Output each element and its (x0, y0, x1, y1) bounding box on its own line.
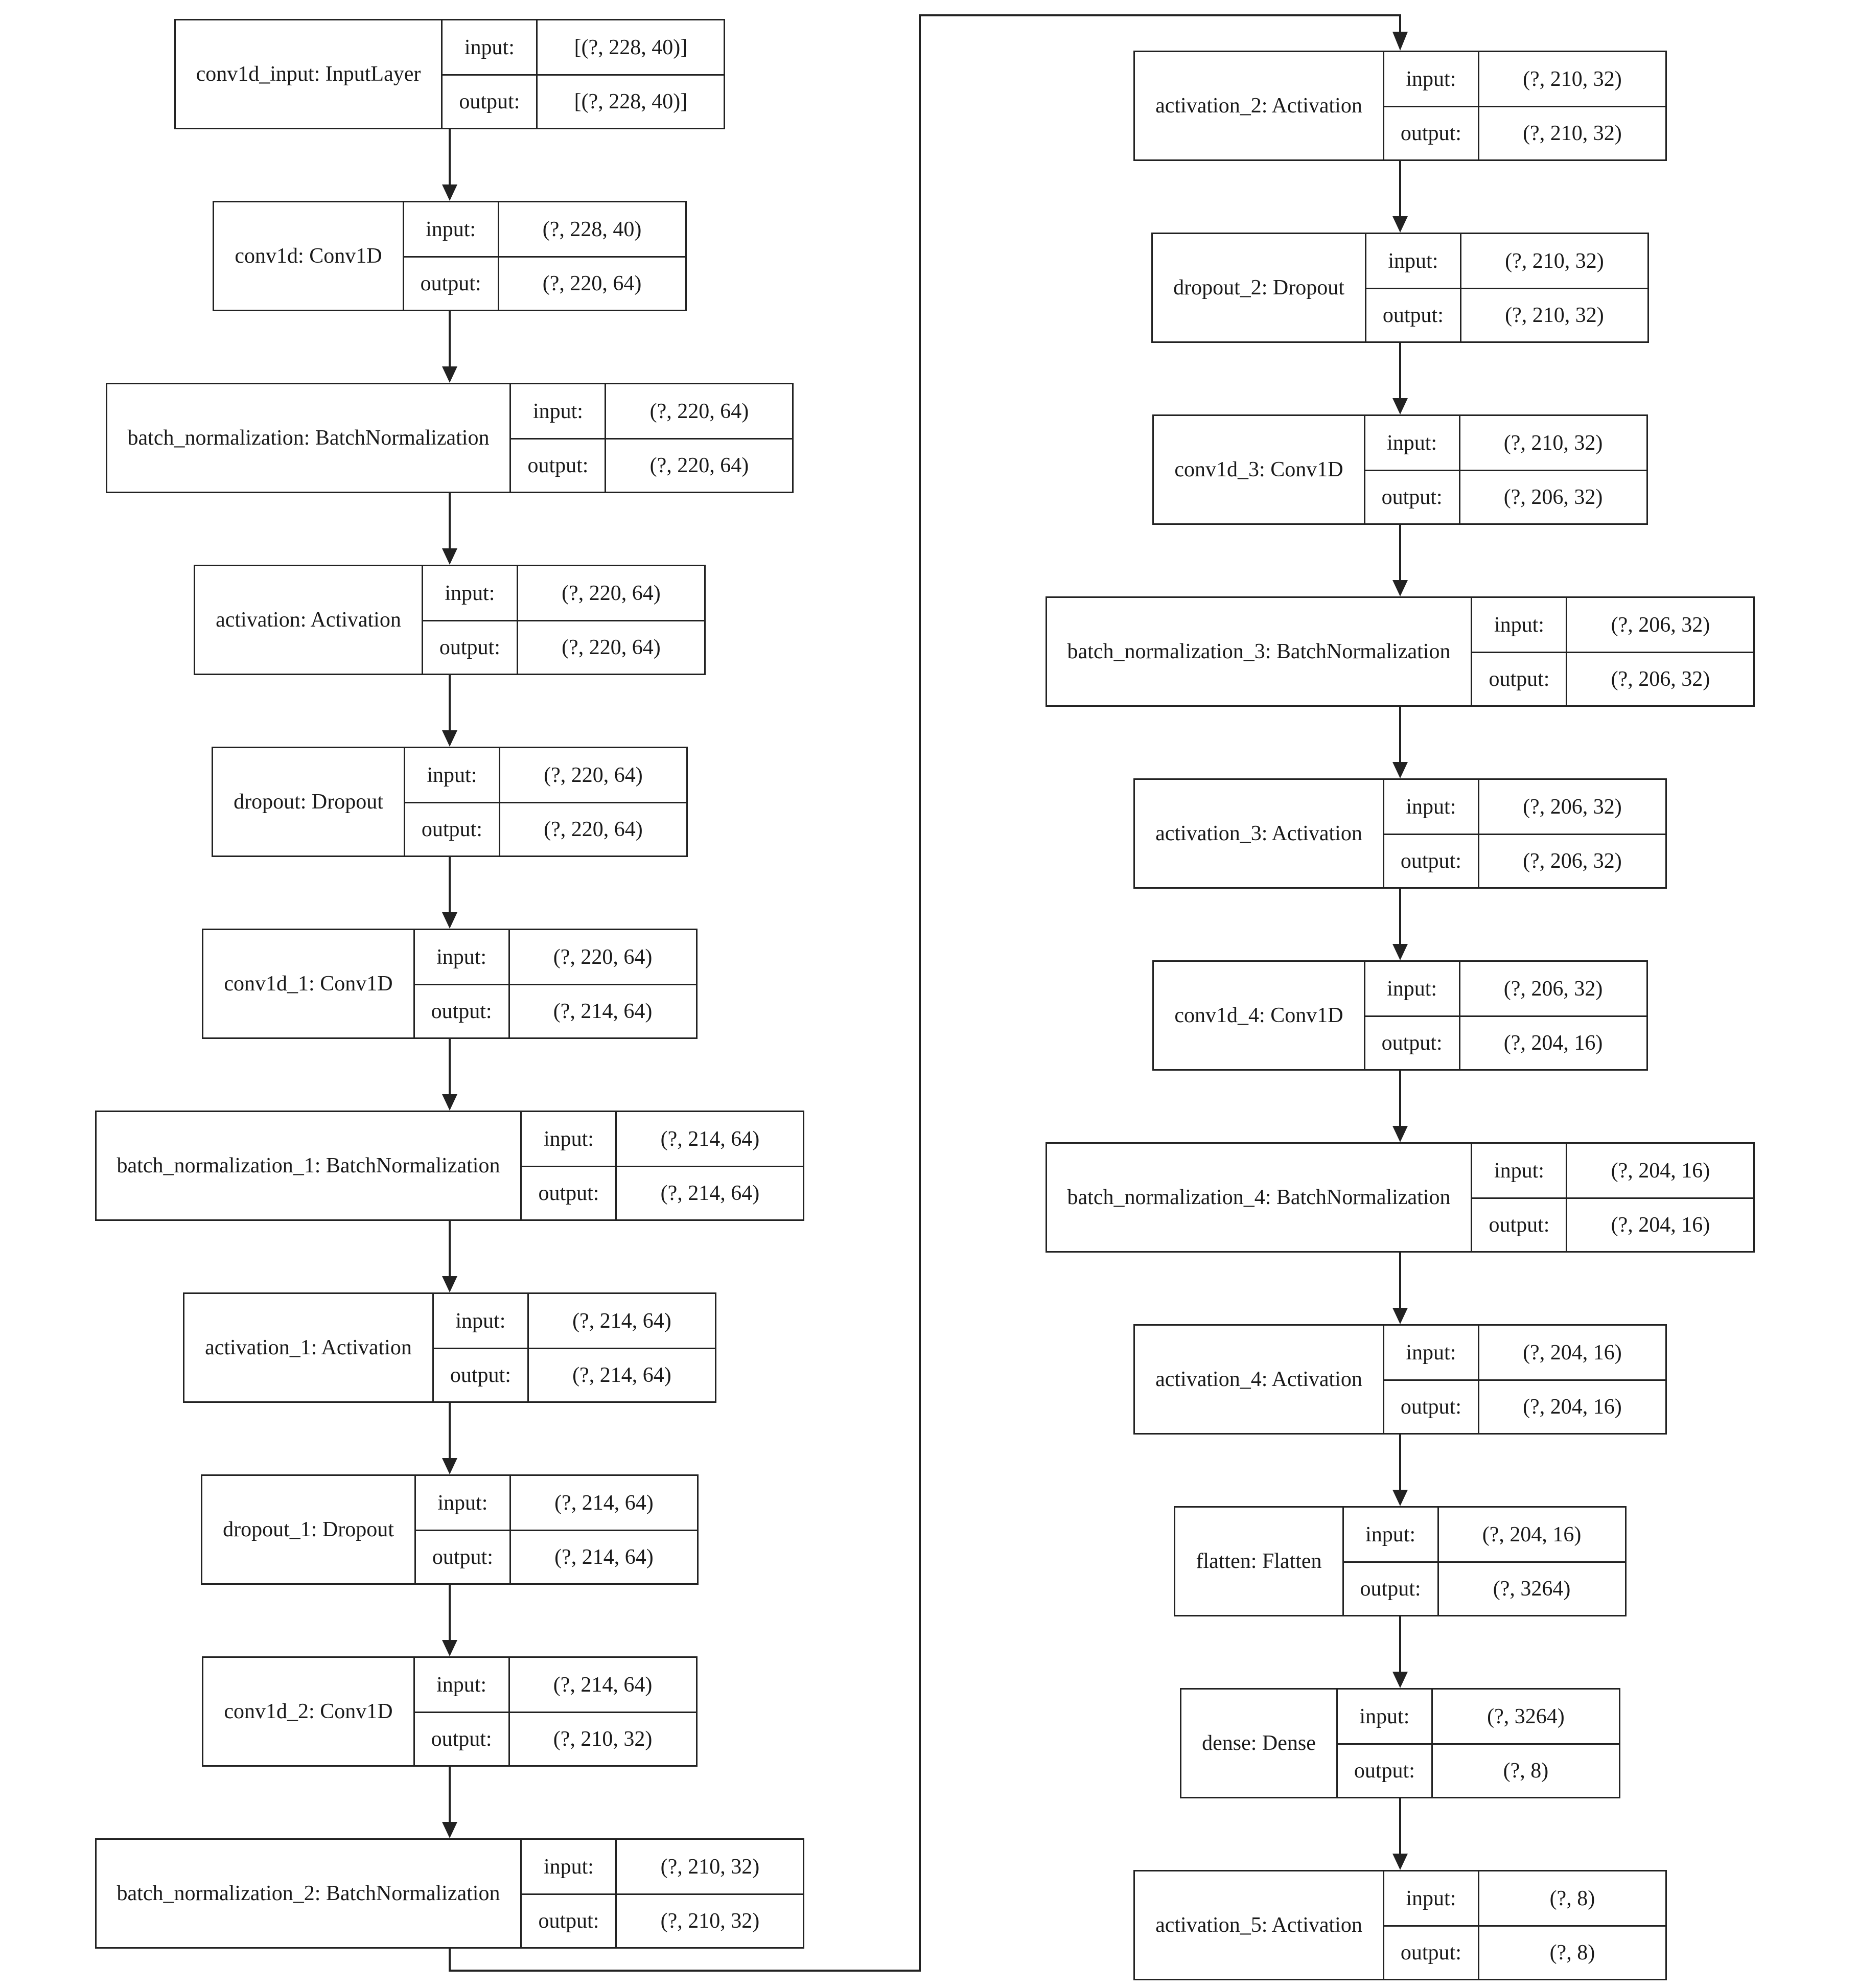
input-label: input: (1359, 1704, 1410, 1728)
layer-name: conv1d_1: Conv1D (224, 972, 393, 996)
layer-node-dense (1180, 1688, 1620, 1798)
edge-line (1399, 1253, 1401, 1308)
edge-arrow (1392, 1435, 1408, 1506)
io-table (441, 20, 724, 128)
layer-name: batch_normalization_2: BatchNormalization (117, 1882, 500, 1905)
output-label: output: (1472, 652, 1566, 705)
input-shape: (?, 206, 32) (1459, 962, 1646, 1015)
layer-node-dropout (212, 747, 688, 857)
layer-name: activation_1: Activation (205, 1336, 412, 1359)
output-shape: (?, 204, 16) (1566, 1197, 1753, 1251)
input-shape: (?, 206, 32) (1566, 598, 1753, 652)
output-shape: (?, 8) (1431, 1743, 1619, 1797)
layer-name: activation_2: Activation (1155, 94, 1362, 118)
io-table (413, 1658, 696, 1765)
input-shape: (?, 204, 16) (1478, 1326, 1665, 1379)
edge-line (1399, 1435, 1401, 1490)
edge-line (449, 1585, 451, 1640)
output-shape: (?, 206, 32) (1478, 834, 1665, 887)
edge-line (449, 675, 451, 730)
output-label: output: (1365, 470, 1459, 523)
edge-arrow (442, 311, 457, 383)
arrowhead-icon (442, 184, 457, 201)
edge-arrow (442, 1767, 457, 1838)
edge-line (1399, 343, 1401, 398)
edge-line (1399, 1071, 1401, 1126)
io-table (1383, 1326, 1665, 1433)
io-table (520, 1112, 803, 1219)
input-label: input: (437, 1491, 488, 1515)
layer-node-conv1d_4 (1152, 960, 1647, 1071)
input-shape: (?, 204, 16) (1437, 1508, 1625, 1561)
output-label: output: (415, 1712, 508, 1765)
input-shape: (?, 214, 64) (508, 1658, 696, 1712)
output-shape: (?, 210, 32) (615, 1893, 803, 1947)
output-label: output: (434, 1348, 527, 1401)
input-label: input: (532, 399, 583, 423)
edge-arrow (1392, 343, 1408, 414)
left-column (20, 19, 879, 1949)
io-table (1364, 416, 1646, 523)
layer-node-activation_1 (183, 1292, 716, 1403)
input-label: input: (1387, 977, 1437, 1001)
layer-name: activation_4: Activation (1155, 1368, 1362, 1391)
layer-node-batch_normalization (106, 383, 794, 493)
output-label: output: (1384, 1925, 1478, 1979)
input-shape: (?, 204, 16) (1566, 1144, 1753, 1197)
input-shape: (?, 206, 32) (1478, 780, 1665, 834)
layer-node-conv1d_input (174, 19, 726, 129)
output-label: output: (1366, 288, 1460, 341)
input-label: input: (436, 945, 487, 969)
output-label: output: (1384, 834, 1478, 887)
layer-node-batch_normalization_4 (1046, 1142, 1755, 1253)
output-label: output: (405, 802, 499, 856)
layer-node-activation (194, 565, 706, 675)
input-shape: [(?, 228, 40)] (536, 20, 724, 74)
layer-node-conv1d_1 (202, 929, 697, 1039)
output-label: output: (415, 984, 508, 1037)
input-shape: (?, 210, 32) (1460, 234, 1647, 288)
io-table (1383, 52, 1665, 159)
edge-line (1399, 707, 1401, 762)
input-label: input: (1406, 67, 1456, 91)
output-label: output: (404, 256, 498, 310)
output-label: output: (1384, 1379, 1478, 1433)
edge-arrow (442, 129, 457, 201)
edge-arrow (1392, 525, 1408, 596)
output-shape: (?, 214, 64) (615, 1166, 803, 1219)
io-table (422, 566, 704, 674)
edge-arrow (442, 1221, 457, 1292)
input-label: input: (1406, 1340, 1456, 1365)
output-shape: (?, 214, 64) (527, 1348, 715, 1401)
arrowhead-icon (1392, 1126, 1408, 1142)
edge-arrow (1392, 1798, 1408, 1870)
layer-node-conv1d (213, 201, 686, 311)
layer-name: batch_normalization: BatchNormalization (127, 426, 490, 450)
edge-arrow (442, 675, 457, 747)
layer-node-activation_2 (1133, 51, 1667, 161)
output-label: output: (416, 1530, 509, 1583)
io-table (403, 202, 685, 310)
arrowhead-icon (442, 1458, 457, 1474)
arrowhead-icon (1392, 762, 1408, 778)
layer-node-batch_normalization_2 (95, 1838, 805, 1949)
layer-name: activation_3: Activation (1155, 822, 1362, 845)
output-shape: (?, 210, 32) (1460, 288, 1647, 341)
input-label: input: (1406, 1886, 1456, 1910)
output-label: output: (1472, 1197, 1566, 1251)
layer-name: batch_normalization_1: BatchNormalization (117, 1154, 500, 1177)
layer-name: dropout_1: Dropout (223, 1518, 394, 1541)
right-column (961, 51, 1840, 1980)
io-table (1342, 1508, 1625, 1615)
io-table (1471, 598, 1753, 705)
output-label: output: (1384, 106, 1478, 159)
io-table (1471, 1144, 1753, 1251)
layer-name: conv1d_3: Conv1D (1174, 458, 1343, 481)
edge-arrow (1392, 707, 1408, 778)
input-label: input: (445, 581, 495, 605)
input-shape: (?, 220, 64) (499, 748, 686, 802)
output-shape: (?, 220, 64) (499, 802, 686, 856)
io-table (520, 1840, 803, 1947)
input-shape: (?, 220, 64) (517, 566, 704, 620)
io-table (1383, 780, 1665, 887)
input-shape: (?, 210, 32) (615, 1840, 803, 1893)
layer-node-batch_normalization_3 (1046, 596, 1755, 707)
layer-name: batch_normalization_3: BatchNormalization (1067, 640, 1451, 663)
arrowhead-icon (1392, 944, 1408, 960)
arrowhead-icon (442, 366, 457, 383)
output-shape: (?, 210, 32) (1478, 106, 1665, 159)
input-label: input: (1365, 1522, 1416, 1546)
output-label: output: (1365, 1015, 1459, 1069)
input-label: input: (1494, 613, 1544, 637)
arrowhead-icon (1392, 398, 1408, 414)
input-label: input: (426, 217, 476, 241)
input-label: input: (1494, 1159, 1544, 1183)
layer-node-flatten (1174, 1506, 1626, 1616)
layer-name: conv1d: Conv1D (235, 244, 382, 268)
io-table (1336, 1690, 1619, 1797)
input-shape: (?, 214, 64) (509, 1476, 697, 1530)
arrowhead-icon (442, 1276, 457, 1292)
edge-arrow (1392, 889, 1408, 960)
input-shape: (?, 220, 64) (605, 384, 792, 438)
output-label: output: (443, 74, 536, 128)
output-label: output: (511, 438, 605, 492)
edge-arrow (442, 1039, 457, 1111)
input-label: input: (464, 35, 515, 59)
arrowhead-icon (1392, 1672, 1408, 1688)
input-label: input: (427, 763, 477, 787)
edge-line (1399, 525, 1401, 580)
output-label: output: (522, 1893, 615, 1947)
output-shape: (?, 206, 32) (1459, 470, 1646, 523)
io-table (432, 1294, 715, 1401)
layer-name: dropout_2: Dropout (1173, 276, 1344, 299)
io-table (404, 748, 686, 856)
output-shape: (?, 204, 16) (1478, 1379, 1665, 1433)
input-shape: (?, 228, 40) (498, 202, 685, 256)
output-shape: (?, 8) (1478, 1925, 1665, 1979)
arrowhead-icon (442, 912, 457, 929)
io-table (509, 384, 792, 492)
output-shape: (?, 214, 64) (508, 984, 696, 1037)
layer-name: flatten: Flatten (1196, 1550, 1322, 1573)
output-label: output: (1344, 1561, 1437, 1615)
output-label: output: (522, 1166, 615, 1219)
layer-node-dropout_2 (1151, 233, 1649, 343)
io-table (413, 930, 696, 1037)
edge-line (449, 1403, 451, 1458)
arrowhead-icon (442, 1822, 457, 1838)
layer-node-activation_5 (1133, 1870, 1667, 1980)
arrowhead-icon (442, 1640, 457, 1656)
output-shape: (?, 206, 32) (1566, 652, 1753, 705)
input-shape: (?, 3264) (1431, 1690, 1619, 1743)
edge-line (449, 857, 451, 912)
edge-line (449, 129, 451, 184)
layer-name: activation_5: Activation (1155, 1913, 1362, 1937)
edge-line (449, 1039, 451, 1094)
output-label: output: (423, 620, 517, 674)
input-shape: (?, 220, 64) (508, 930, 696, 984)
input-label: input: (1387, 431, 1437, 455)
input-label: input: (543, 1855, 594, 1879)
io-table (1365, 234, 1647, 341)
edge-arrow (1392, 161, 1408, 233)
arrowhead-icon (1392, 1308, 1408, 1324)
output-shape: (?, 3264) (1437, 1561, 1625, 1615)
output-shape: (?, 220, 64) (517, 620, 704, 674)
arrowhead-icon (1392, 1490, 1408, 1506)
input-label: input: (455, 1309, 506, 1333)
output-shape: (?, 214, 64) (509, 1530, 697, 1583)
input-shape: (?, 8) (1478, 1871, 1665, 1925)
input-label: input: (1406, 795, 1456, 819)
edge-line (1399, 1616, 1401, 1672)
input-shape: (?, 214, 64) (615, 1112, 803, 1166)
input-label: input: (436, 1673, 487, 1697)
edge-line (449, 311, 451, 366)
input-shape: (?, 214, 64) (527, 1294, 715, 1348)
io-table (414, 1476, 697, 1583)
input-shape: (?, 210, 32) (1459, 416, 1646, 470)
output-shape: (?, 210, 32) (508, 1712, 696, 1765)
edge-arrow (442, 493, 457, 565)
output-label: output: (1338, 1743, 1431, 1797)
layer-name: conv1d_input: InputLayer (196, 62, 421, 86)
arrowhead-icon (1392, 216, 1408, 233)
layer-node-dropout_1 (201, 1474, 699, 1585)
edge-line (1399, 161, 1401, 216)
layer-name: dropout: Dropout (234, 790, 383, 814)
arrowhead-icon (442, 1094, 457, 1111)
output-shape: (?, 220, 64) (498, 256, 685, 310)
edge-arrow (442, 1403, 457, 1474)
layer-node-batch_normalization_1 (95, 1111, 805, 1221)
edge-arrow (442, 1585, 457, 1656)
layer-node-activation_4 (1133, 1324, 1667, 1435)
layer-node-activation_3 (1133, 778, 1667, 889)
arrowhead-icon (1392, 32, 1408, 51)
layer-name: conv1d_2: Conv1D (224, 1700, 393, 1723)
edge-arrow (1392, 1253, 1408, 1324)
output-shape: (?, 220, 64) (605, 438, 792, 492)
edge-arrow (442, 857, 457, 929)
input-label: input: (1388, 249, 1438, 273)
arrowhead-icon (442, 730, 457, 747)
io-table (1364, 962, 1646, 1069)
edge-line (1399, 1798, 1401, 1854)
layer-name: activation: Activation (216, 608, 401, 632)
layer-name: dense: Dense (1202, 1731, 1316, 1755)
arrowhead-icon (442, 548, 457, 565)
input-shape: (?, 210, 32) (1478, 52, 1665, 106)
edge-line (449, 493, 451, 548)
layer-name: conv1d_4: Conv1D (1174, 1004, 1343, 1027)
layer-node-conv1d_2 (202, 1656, 697, 1767)
edge-line (449, 1767, 451, 1822)
layer-name: batch_normalization_4: BatchNormalization (1067, 1186, 1451, 1209)
arrowhead-icon (1392, 580, 1408, 596)
input-label: input: (543, 1127, 594, 1151)
arrowhead-icon (1392, 1854, 1408, 1870)
edge-arrow (1392, 1616, 1408, 1688)
edge-line (449, 1221, 451, 1276)
edge-arrow (1392, 1071, 1408, 1142)
output-shape: [(?, 228, 40)] (536, 74, 724, 128)
io-table (1383, 1871, 1665, 1979)
layer-node-conv1d_3 (1152, 414, 1647, 525)
output-shape: (?, 204, 16) (1459, 1015, 1646, 1069)
edge-line (1399, 889, 1401, 944)
